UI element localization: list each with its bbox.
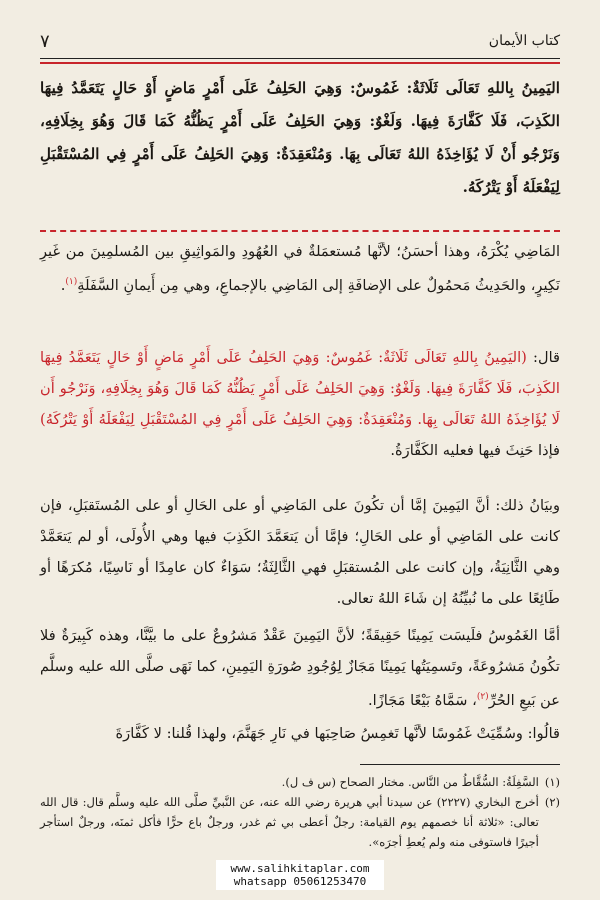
footnote-number: (٢) (544, 795, 560, 809)
paragraph-1-text: المَاضِي يُكْرَهُ، وهذا أحسَنُ؛ لأنَّها مُستعمَلةٌ في العُهُودِ والمَواثِيقِ بين المُسلمِينَ من غَيرِ نَكِيرٍ، والحَدِيثُ مَحمُولٌ على الإضافَةِ إلى المَاضِي بالإجماعِ، وهي مِن أَيمانِ السَّفَلَةِ (40, 243, 560, 294)
qal-label: قال: (533, 349, 560, 366)
footnote-number: (١) (544, 775, 560, 789)
paragraph-4-text: أمَّا الغَمُوسُ فلَيسَت يَمِينًا حَقِيقَةً؛ لأنَّ اليَمِينَ عَقْدٌ مَشرُوعٌ على ما بيَّنَّا، وهذه كَبِيرَةٌ فلا تكُونُ مَشرُوعَةً، وتَسمِيَتُها يَمِينًا مَجَازٌ لِوُجُودِ صُورَةِ اليَمِينِ، كما نَهَى صلَّى الله عليه وسلَّم عن بَيعِ الحُرِّ (40, 627, 560, 709)
footnote-text: السَّفِلَةُ: السُّقَّاطُ من النَّاس. مختار الصحاح (س ف ل). (281, 775, 539, 789)
footnote-text: أخرج البخاري (٢٢٢٧) عن سيدنا أبي هريرة رضي الله عنه، عن النَّبيِّ صلَّى الله عليه وسلَّم قال: قال الله تعالى: «ثلاثة أنا خصمهم يوم القيامة: رجلٌ أعطى بي ثم غدر، ورجلٌ باع حرًّا فأكل ثمنَه، ورجلٌ استأجر أجيرًا فاستوفى منه ولم يُعطِ أجرَه». (40, 795, 539, 849)
seller-watermark (216, 860, 384, 890)
footnotes (40, 772, 560, 852)
paragraph-2 (40, 342, 560, 466)
footnote-separator (360, 764, 560, 765)
running-header (40, 28, 560, 54)
seller-website: www.salihkitaplar.com (230, 862, 370, 875)
book-title: كتاب الأيمان (488, 33, 560, 49)
paragraph-5: قالُوا: وسُمِّيَتْ غَمُوسًا لأنَّها تَغمِسُ صَاحِبَها في نَارِ جَهَنَّمَ، ولهذا قُلنا: لا كَفَّارَةَ (115, 725, 560, 742)
page-number: ٧ (40, 30, 50, 52)
paragraph-2-end: فإذا حَنِثَ فيها فعليه الكَفَّارَةُ. (390, 442, 560, 459)
footnote-ref-1[interactable]: (١) (65, 277, 78, 287)
matn-text: اليَمِينُ بِاللهِ تَعَالَى ثَلَاثَةٌ: غَمُوسٌ: وَهِيَ الحَلِفُ عَلَى أَمْرٍ مَاضٍ أَوْ حَالٍ يَتَعَمَّدُ فِيهَا الكَذِبَ، فَلَا كَفَّارَةَ فِيهَا. وَلَغْوٌ: وَهِيَ الحَلِفُ عَلَى أَمْرٍ يَظُنُّهُ كَمَا قَالَ وَهُوَ بِخِلَافِهِ، وَنَرْجُو أَنْ لَا يُؤَاخِذَهُ اللهُ تَعَالَى بِهَا. وَمُنْعَقِدَةٌ: وَهِيَ الحَلِفُ عَلَى أَمْرٍ فِي المُسْتَقْبَلِ لِيَفْعَلَهُ أَوْ يَتْرُكَهُ. (40, 79, 560, 196)
seller-whatsapp: whatsapp 05061253470 (233, 875, 367, 888)
paragraph-4 (40, 620, 560, 716)
footnote-1 (40, 772, 560, 792)
matn-box (40, 62, 560, 232)
paragraph-1: المَاضِي يُكْرَهُ، وهذا أحسَنُ؛ لأنَّها مُستعمَلةٌ في العُهُودِ والمَواثِيقِ بين المُسلمِينَ من غَيرِ نَكِيرٍ، والحَدِيثُ مَحمُولٌ على الإضافَةِ إلى المَاضِي بالإجماعِ، وهي مِن أَيمانِ السَّفَلَةِ$^{(١)}$. (40, 243, 560, 294)
footnote-ref-2[interactable]: (٢) (476, 692, 489, 702)
quoted-matn: (اليَمِينُ بِاللهِ تَعَالَى ثَلَاثَةٌ: غَمُوسٌ: وَهِيَ الحَلِفُ عَلَى أَمْرٍ مَاضٍ أَوْ حَالٍ يَتَعَمَّدُ فِيهَا الكَذِبَ، فَلَا كَفَّارَةَ فِيهَا. وَلَغْوٌ: وَهِيَ الحَلِفُ عَلَى أَمْرٍ يَظُنُّهُ كَمَا قَالَ وَهُوَ بِخِلَافِهِ، وَنَرْجُو أَن لَا يُؤَاخِذَهُ اللهُ تَعَالَى بِهَا. وَمُنْعَقِدَةٌ: وَهِيَ الحَلِفُ عَلَى أَمْرٍ فِي المُسْتَقْبَلِ لِيَفْعَلَهُ أَوْ يَتْرُكَهُ) (40, 349, 560, 428)
paragraph-3: وبيَانُ ذلك: أنَّ اليَمِينَ إمَّا أن تكُونَ على المَاضِي أو على الحَالِ أو على المُستَقبَلِ، فإن كانت على المَاضِي أو على الحَالِ؛ فإمَّا أن يَتعَمَّدَ الكَذِبَ فيها وهي الأُولَى، أو لم يَتعَمَّدْ وهي الثَّانِيَةُ، وإن كانت على المُستقبَلِ فهي الثَّالِثَةُ؛ سَوَاءٌ كان عامِدًا أو نَاسِيًا، مُكرَهًا أو طَائِعًا على ما نُبيِّنُهُ إن شَاءَ اللهُ تعالى. (40, 497, 560, 607)
header-rule (40, 58, 560, 59)
footnote-2 (40, 792, 560, 852)
paragraph-4-end: ، سَمَّاهُ بَيْعًا مَجَازًا. (368, 691, 477, 709)
